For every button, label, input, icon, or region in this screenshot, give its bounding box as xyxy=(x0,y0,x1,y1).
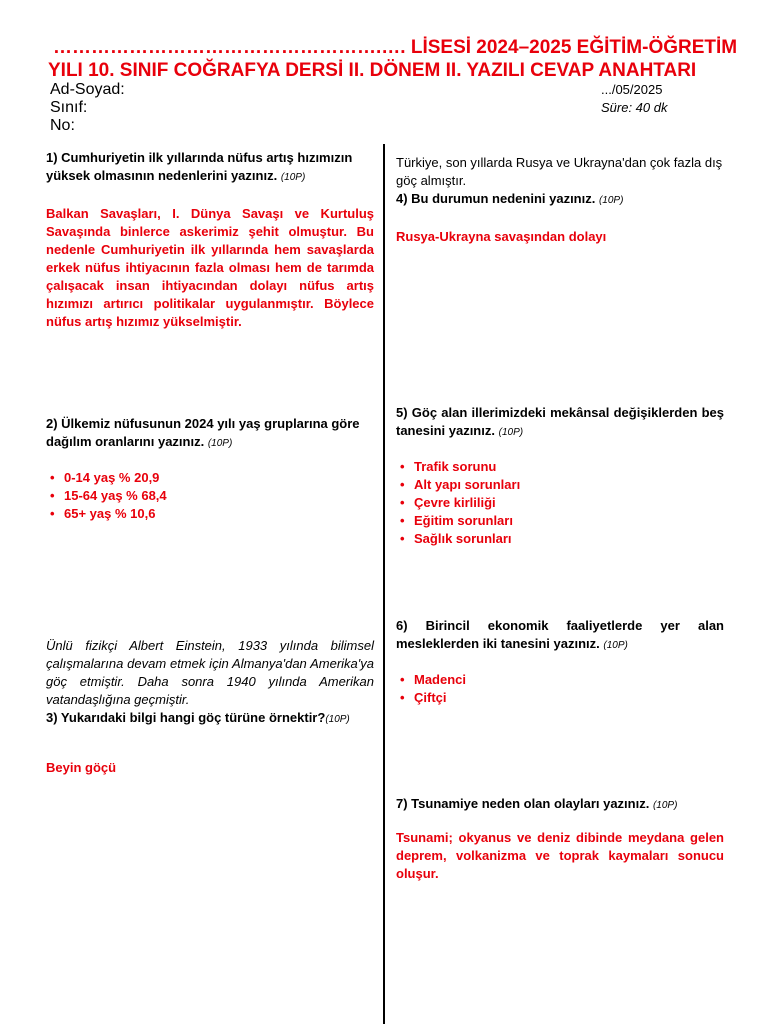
question-1-text: 1) Cumhuriyetin ilk yıllarında nüfus artış hızımızın yüksek olmasının nedenlerini yazınız. xyxy=(46,150,353,183)
title-line-2: YILI 10. SINIF COĞRAFYA DERSİ II. DÖNEM II. YAZILI CEVAP ANAHTARI xyxy=(48,60,697,81)
list-item: • Sağlık sorunları xyxy=(400,531,512,546)
question-7-text: 7) Tsunamiye neden olan olayları yazınız. xyxy=(396,796,650,811)
question-4 xyxy=(396,154,724,246)
question-2-answer-list xyxy=(46,469,374,523)
question-6-points: (10P) xyxy=(603,640,628,651)
exam-date: .../05/2025 xyxy=(601,82,663,97)
list-item: • 65+ yaş % 10,6 xyxy=(50,506,156,521)
list-item: • Çevre kirliliği xyxy=(400,495,496,510)
question-6-answer-list xyxy=(396,671,724,707)
list-item: • Trafik sorunu xyxy=(400,459,497,474)
question-1 xyxy=(46,149,374,331)
question-4-context: Türkiye, son yıllarda Rusya ve Ukrayna'dan çok fazla dış göç almıştır. xyxy=(396,155,723,188)
question-4-points: (10P) xyxy=(598,195,624,206)
question-2-points: (10P) xyxy=(207,438,233,449)
exam-duration: Süre: 40 dk xyxy=(601,100,668,115)
question-2-text: 2) Ülkemiz nüfusunun 2024 yılı yaş gruplarına göre dağılım oranlarını yazınız. xyxy=(46,416,360,449)
question-7-answer: Tsunami; okyanus ve deniz dibinde meydana gelen deprem, volkanizma ve toprak kaymaları sonucu oluşur. xyxy=(396,830,724,881)
question-5-points: (10P) xyxy=(498,427,524,438)
question-1-answer: Balkan Savaşları, I. Dünya Savaşı ve Kurtuluş Savaşında binlerce askerimiz şehit olmuştur. Bu nedenle Cumhuriyetin ilk yıllarında hem savaşlarda erkek nüfus ihtiyacının fazla olması hem de tarımda çalışacak insan ihtiyacından dolayı nüfus artış hızımızı artırıcı politikalar uygulanmıştır. Böylece nüfus artış hızımız yükselmiştir. xyxy=(46,206,374,329)
title-line-1: …………………………………………….…. LİSESİ 2024–2025 EĞİTİM-ÖĞRETİM xyxy=(53,37,738,58)
list-item: • Madenci xyxy=(400,672,467,687)
question-5 xyxy=(396,404,724,548)
list-item: • 0-14 yaş % 20,9 xyxy=(50,470,160,485)
list-item: • Alt yapı sorunları xyxy=(400,477,521,492)
column-divider xyxy=(383,144,385,1024)
question-3-answer: Beyin göçü xyxy=(46,760,117,775)
question-1-points: (10P) xyxy=(280,172,306,183)
question-3 xyxy=(46,637,374,777)
question-6-text: 6) Birincil ekonomik faaliyetlerde yer alan mesleklerden iki tanesini yazınız. xyxy=(396,618,724,651)
question-4-text: 4) Bu durumun nedenini yazınız. xyxy=(396,191,596,206)
question-4-answer: Rusya-Ukrayna savaşından dolayı xyxy=(396,229,607,244)
question-2 xyxy=(46,415,374,523)
list-item: • Çiftçi xyxy=(400,690,447,705)
question-5-text: 5) Göç alan illerimizdeki mekânsal değişiklerden beş tanesini yazınız. xyxy=(396,405,724,438)
exam-title xyxy=(48,36,738,82)
question-6 xyxy=(396,617,724,707)
question-7 xyxy=(396,795,724,883)
no-label: No: xyxy=(50,117,75,134)
question-7-points: (10P) xyxy=(652,800,678,811)
question-3-text: 3) Yukarıdaki bilgi hangi göç türüne örnektir? xyxy=(46,710,326,725)
question-5-answer-list xyxy=(396,458,724,548)
question-3-context: Ünlü fizikçi Albert Einstein, 1933 yılında bilimsel çalışmalarına devam etmek için Almanya'dan Amerika'ya göç etmiştir. Daha sonra 1940 yılında Amerikan vatandaşlığına geçmiştir. xyxy=(46,638,374,707)
question-3-points: (10P) xyxy=(325,714,350,725)
name-label: Ad-Soyad: xyxy=(50,81,125,98)
list-item: • 15-64 yaş % 68,4 xyxy=(50,488,167,503)
class-label: Sınıf: xyxy=(50,99,88,116)
list-item: • Eğitim sorunları xyxy=(400,513,513,528)
